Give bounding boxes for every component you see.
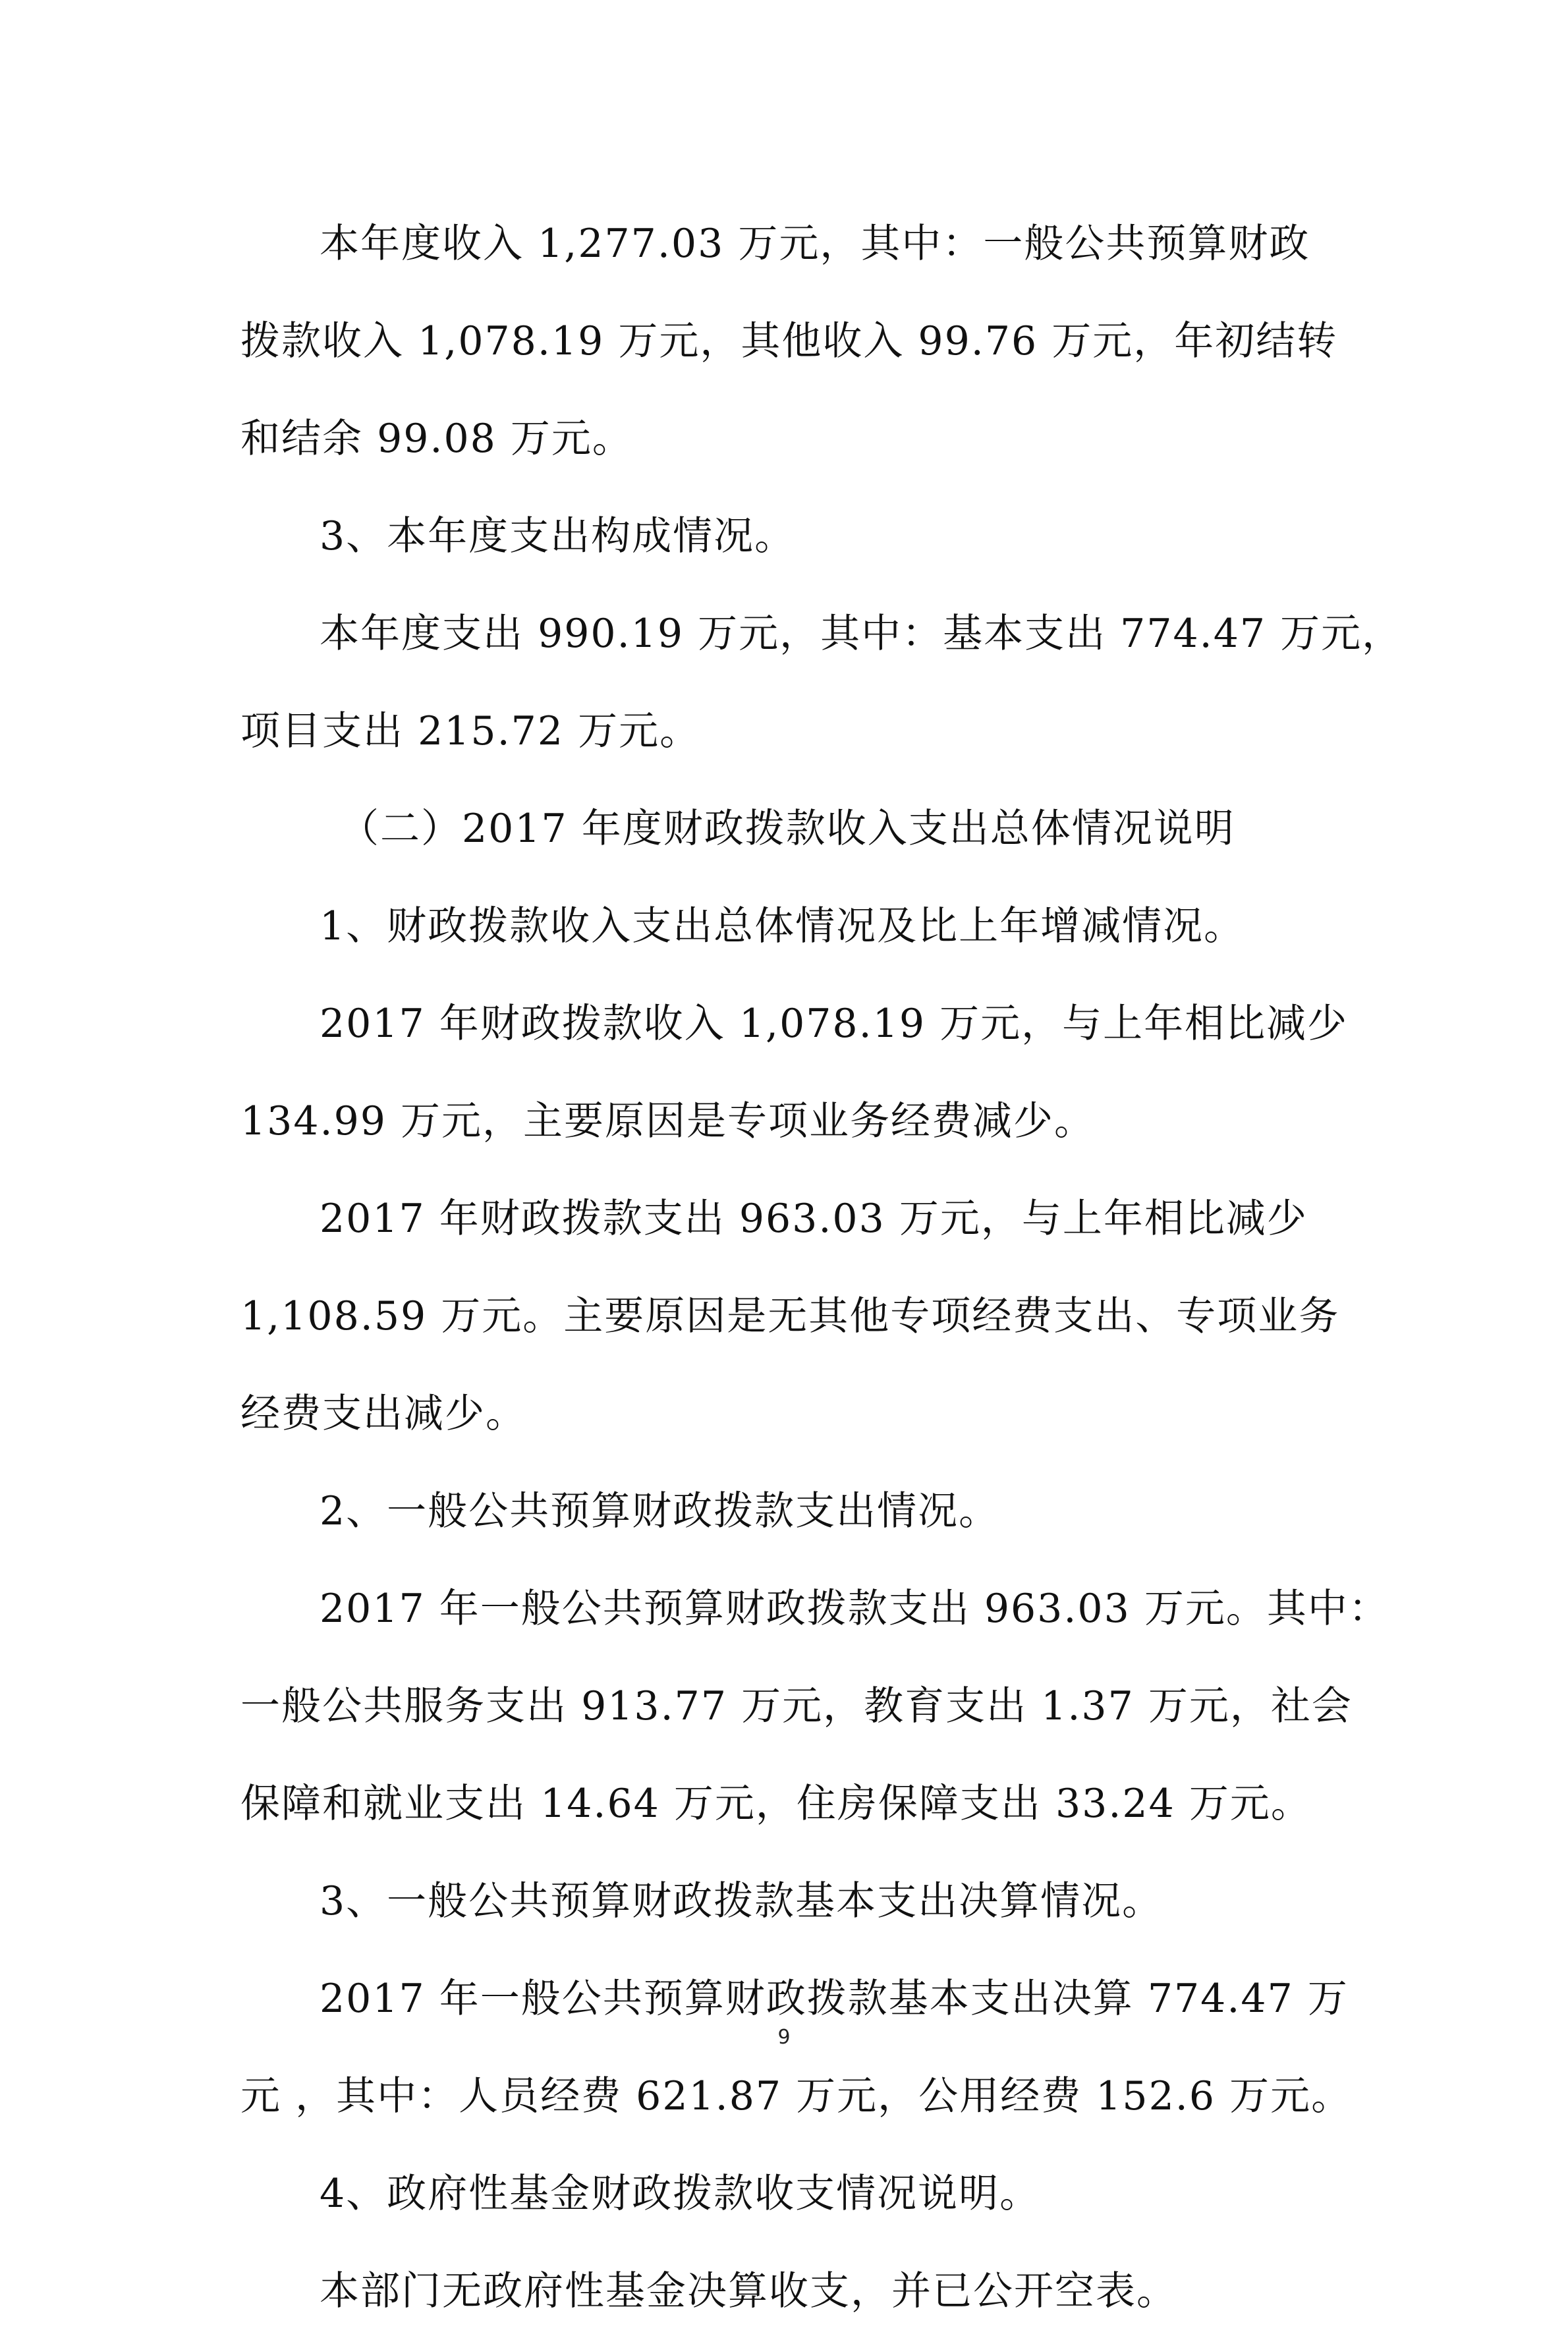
- section-heading: （二）2017 年度财政拨款收入支出总体情况说明: [339, 806, 1235, 852]
- paragraph-line: 本年度收入 1,277.03 万元，其中：一般公共预算财政: [320, 221, 1310, 267]
- paragraph-line: 元 ，其中：人员经费 621.87 万元，公用经费 152.6 万元。: [240, 2073, 1353, 2119]
- paragraph-line: 保障和就业支出 14.64 万元，住房保障支出 33.24 万元。: [240, 1781, 1312, 1827]
- body-text: [240, 195, 1403, 2340]
- paragraph-line: 2017 年财政拨款收入 1,078.19 万元，与上年相比减少: [320, 1001, 1349, 1047]
- section-heading: 1、财政拨款收入支出总体情况及比上年增减情况。: [320, 903, 1245, 949]
- page-number: 9: [777, 2026, 791, 2049]
- paragraph-line: 经费支出减少。: [240, 1391, 526, 1437]
- paragraph-line: 2017 年一般公共预算财政拨款支出 963.03 万元。其中：: [320, 1586, 1389, 1632]
- paragraph-line: 134.99 万元，主要原因是专项业务经费减少。: [240, 1098, 1096, 1144]
- paragraph-line: 拨款收入 1,078.19 万元，其他收入 99.76 万元，年初结转: [240, 318, 1338, 364]
- section-heading: 3、一般公共预算财政拨款基本支出决算情况。: [320, 1878, 1163, 1924]
- paragraph-line: 项目支出 215.72 万元。: [240, 708, 701, 754]
- paragraph-line: 1,108.59 万元。主要原因是无其他专项经费支出、专项业务: [240, 1293, 1340, 1339]
- paragraph-line: 2017 年财政拨款支出 963.03 万元，与上年相比减少: [320, 1196, 1308, 1242]
- paragraph-line: 和结余 99.08 万元。: [240, 416, 633, 462]
- paragraph-line: 2017 年一般公共预算财政拨款基本支出决算 774.47 万: [320, 1976, 1349, 2022]
- section-heading: 4、政府性基金财政拨款收支情况说明。: [320, 2171, 1041, 2217]
- section-heading: 3、本年度支出构成情况。: [320, 513, 796, 559]
- paragraph-line: 一般公共服务支出 913.77 万元，教育支出 1.37 万元，社会: [240, 1683, 1353, 1729]
- paragraph-line: 本部门无政府性基金决算收支，并已公开空表。: [320, 2268, 1177, 2314]
- section-heading: 2、一般公共预算财政拨款支出情况。: [320, 1488, 1000, 1534]
- paragraph-line: 本年度支出 990.19 万元，其中：基本支出 774.47 万元，: [320, 611, 1403, 657]
